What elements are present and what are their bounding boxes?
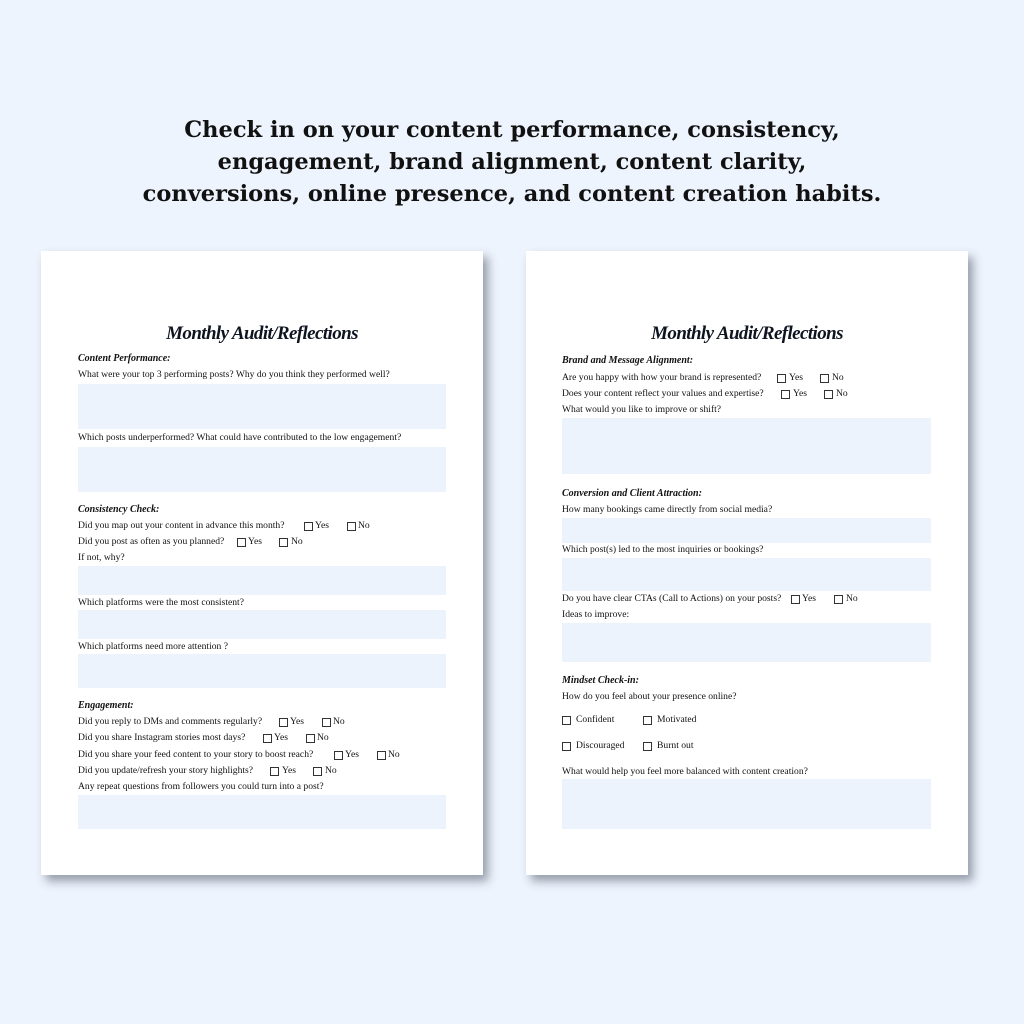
option-burnt-out-label: Burnt out (657, 740, 694, 751)
option-yes-label: Yes (274, 732, 288, 743)
checkbox-no[interactable] (834, 595, 843, 604)
section-mindset: Mindset Check-in: (562, 675, 639, 686)
question-feel-presence: How do you feel about your presence online? (562, 691, 737, 702)
question-posts-inquiries: Which post(s) led to the most inquiries or bookings? (562, 544, 764, 555)
checkbox-confident[interactable] (562, 716, 571, 725)
question-map-content: Did you map out your content in advance this month? (78, 520, 285, 531)
answer-box-consistent-platforms[interactable] (78, 610, 446, 639)
question-top-posts: What were your top 3 performing posts? Why do you think they performed well? (78, 369, 390, 380)
question-balanced: What would help you feel more balanced with content creation? (562, 766, 808, 777)
answer-box-repeat-questions[interactable] (78, 795, 446, 829)
answer-box-posts-inquiries[interactable] (562, 558, 931, 591)
section-engagement: Engagement: (78, 700, 134, 711)
section-conversion: Conversion and Client Attraction: (562, 488, 702, 499)
option-yes-label: Yes (345, 749, 359, 760)
question-reply-dms: Did you reply to DMs and comments regularly? (78, 716, 263, 727)
answer-box-platforms-attention[interactable] (78, 654, 446, 688)
answer-box-improve-shift[interactable] (562, 418, 931, 474)
question-bookings: How many bookings came directly from social media? (562, 504, 773, 515)
option-discouraged-label: Discouraged (576, 740, 625, 751)
option-yes-label: Yes (802, 593, 816, 604)
checkbox-no[interactable] (279, 538, 288, 547)
option-motivated-label: Motivated (657, 714, 697, 725)
headline-line-3: conversions, online presence, and content creation habits. (142, 181, 882, 207)
answer-box-bookings[interactable] (562, 518, 931, 543)
right-page-title: Monthly Audit/Reflections (651, 323, 843, 344)
checkbox-yes[interactable] (334, 751, 343, 760)
checkbox-yes[interactable] (263, 734, 272, 743)
left-worksheet-page (41, 251, 483, 875)
option-no-label: No (291, 536, 303, 547)
question-share-feed: Did you share your feed content to your story to boost reach? (78, 749, 314, 760)
option-no-label: No (358, 520, 370, 531)
question-clear-ctas: Do you have clear CTAs (Call to Actions) on your posts? (562, 593, 782, 604)
question-values-expertise: Does your content reflect your values and expertise? (562, 388, 764, 399)
checkbox-yes[interactable] (777, 374, 786, 383)
checkbox-no[interactable] (347, 522, 356, 531)
question-consistent-platforms: Which platforms were the most consistent? (78, 597, 244, 608)
option-no-label: No (317, 732, 329, 743)
right-worksheet-page (526, 251, 968, 875)
option-yes-label: Yes (789, 372, 803, 383)
option-no-label: No (333, 716, 345, 727)
question-if-not-why: If not, why? (78, 552, 125, 563)
answer-box-balanced[interactable] (562, 779, 931, 829)
option-yes-label: Yes (793, 388, 807, 399)
headline (0, 114, 1024, 210)
option-no-label: No (836, 388, 848, 399)
option-no-label: No (388, 749, 400, 760)
question-ideas-improve: Ideas to improve: (562, 609, 630, 620)
checkbox-no[interactable] (820, 374, 829, 383)
question-improve-shift: What would you like to improve or shift? (562, 404, 722, 415)
section-brand-alignment: Brand and Message Alignment: (562, 355, 694, 366)
left-page-title: Monthly Audit/Reflections (166, 323, 358, 344)
answer-box-underperformed[interactable] (78, 447, 446, 492)
headline-line-2: engagement, brand alignment, content clarity, (217, 149, 807, 175)
checkbox-no[interactable] (824, 390, 833, 399)
checkbox-no[interactable] (313, 767, 322, 776)
headline-line-1: Check in on your content performance, consistency, (184, 117, 840, 143)
option-yes-label: Yes (315, 520, 329, 531)
checkbox-yes[interactable] (781, 390, 790, 399)
option-no-label: No (846, 593, 858, 604)
question-underperformed: Which posts underperformed? What could have contributed to the low engagement? (78, 432, 402, 443)
question-story-highlights: Did you update/refresh your story highlights? (78, 765, 254, 776)
answer-box-ideas-improve[interactable] (562, 623, 931, 662)
question-platforms-attention: Which platforms need more attention ? (78, 641, 228, 652)
checkbox-motivated[interactable] (643, 716, 652, 725)
option-no-label: No (832, 372, 844, 383)
checkbox-no[interactable] (322, 718, 331, 727)
option-no-label: No (325, 765, 337, 776)
checkbox-no[interactable] (377, 751, 386, 760)
answer-box-if-not-why[interactable] (78, 566, 446, 595)
checkbox-yes[interactable] (237, 538, 246, 547)
section-content-performance: Content Performance: (78, 353, 171, 364)
checkbox-yes[interactable] (791, 595, 800, 604)
option-confident-label: Confident (576, 714, 615, 725)
checkbox-discouraged[interactable] (562, 742, 571, 751)
checkbox-yes[interactable] (270, 767, 279, 776)
checkbox-yes[interactable] (304, 522, 313, 531)
section-consistency-check: Consistency Check: (78, 504, 160, 515)
question-instagram-stories: Did you share Instagram stories most days? (78, 732, 246, 743)
question-repeat-questions: Any repeat questions from followers you could turn into a post? (78, 781, 324, 792)
checkbox-no[interactable] (306, 734, 315, 743)
option-yes-label: Yes (290, 716, 304, 727)
question-brand-represented: Are you happy with how your brand is represented? (562, 372, 762, 383)
option-yes-label: Yes (282, 765, 296, 776)
option-yes-label: Yes (248, 536, 262, 547)
checkbox-yes[interactable] (279, 718, 288, 727)
question-post-as-planned: Did you post as often as you planned? (78, 536, 225, 547)
answer-box-top-posts[interactable] (78, 384, 446, 429)
checkbox-burnt-out[interactable] (643, 742, 652, 751)
